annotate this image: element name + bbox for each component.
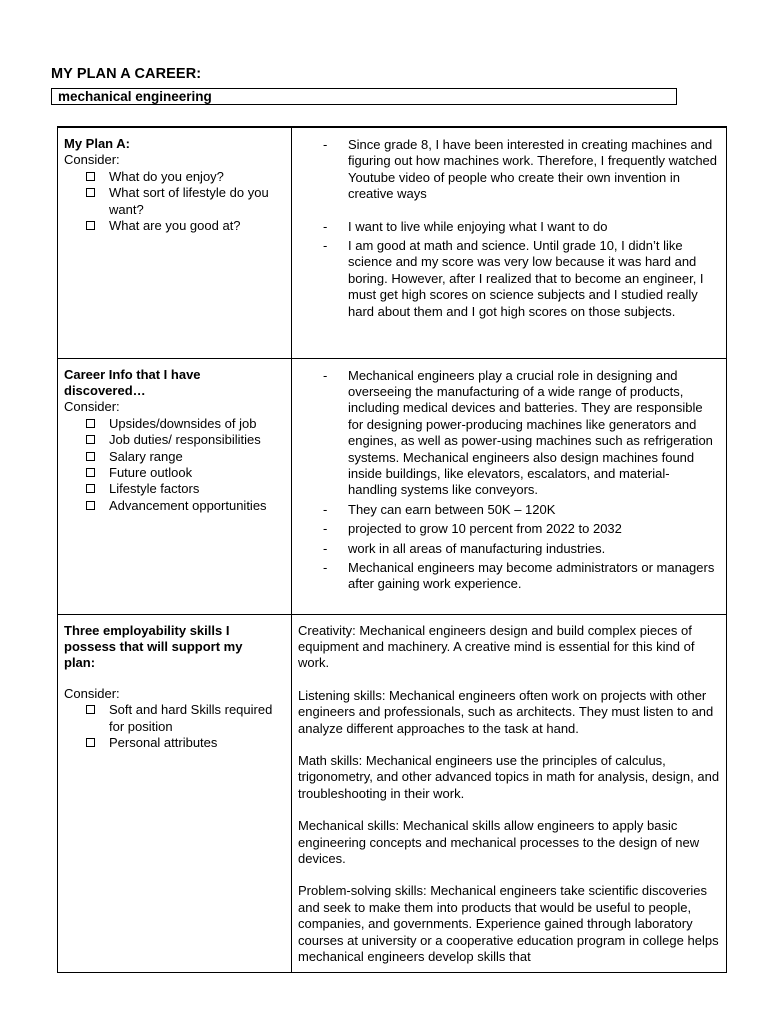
list-item: - They can earn between 50K – 120K	[323, 501, 556, 517]
career-field: mechanical engineering	[51, 88, 677, 105]
skill-paragraph: Problem-solving skills: Mechanical engineers take scientific discoveries and seek to make them into products that would be useful to people, companies, and governments. Experience gained through laboratory courses at university or a cooperative education program in college helps mechanical engineers develop skills that	[298, 883, 719, 964]
list-item: - I am good at math and science. Until grade 10, I didn’t like science and my score was very low because it was hard and boring. However, after I realized that to become an engineer, I must get high scores on science subjects and I studied really hard about them and I got high scores on those subjects.	[323, 238, 704, 319]
skills-answer-cell	[292, 614, 727, 972]
plan-table	[57, 126, 727, 973]
list-item: - I want to live while enjoying what I want to do	[323, 218, 608, 234]
skills-consider: Consider:	[64, 685, 120, 701]
checkbox-empty-icon	[86, 705, 95, 714]
table-row-career-info	[58, 358, 727, 614]
list-item: Advancement opportunities	[84, 498, 285, 514]
list-item: What do you enjoy?	[84, 169, 285, 185]
checkbox-empty-icon	[86, 738, 95, 747]
list-item: Salary range	[84, 449, 285, 465]
checkbox-empty-icon	[86, 221, 95, 230]
career-info-checklist	[64, 416, 285, 514]
list-item: - projected to grow 10 percent from 2022 to 2032	[323, 521, 622, 537]
list-item: Soft and hard Skills required for position	[84, 702, 285, 735]
career-info-answers	[298, 368, 718, 593]
list-item: Lifestyle factors	[84, 481, 285, 497]
checkbox-empty-icon	[86, 435, 95, 444]
skills-heading: Three employability skills I possess that will support my plan:	[64, 622, 243, 671]
plan-a-checklist	[64, 169, 285, 235]
plan-a-prompt-cell	[58, 127, 292, 358]
checkbox-empty-icon	[86, 484, 95, 493]
career-info-heading: Career Info that I have discovered…	[64, 366, 201, 398]
list-item: Upsides/downsides of job	[84, 416, 285, 432]
list-item: - Since grade 8, I have been interested in creating machines and figuring out how machines work. Therefore, I frequently watched Youtube video of people who create their own invention in creative ways	[323, 137, 718, 202]
plan-a-consider: Consider:	[64, 152, 120, 168]
checkbox-empty-icon	[86, 501, 95, 510]
skill-paragraph: Math skills: Mechanical engineers use the principles of calculus, trigonometry, and other advanced topics in math for analysis, design, and troubleshooting in their work.	[298, 752, 720, 801]
skills-prompt-cell	[58, 614, 292, 972]
table-row-plan-a	[58, 127, 727, 358]
table-row-skills	[58, 614, 727, 972]
list-item: - Mechanical engineers play a crucial role in designing and overseeing the manufacturing of a wide range of products, including medical devices and batteries. They are responsible for designing power-producing machines like generators and engines, as well as power-using machines such as refrigeration systems. Mechanical engineers also design machines found inside buildings, like elevators, escalators, and material-handling systems like conveyors.	[323, 367, 713, 498]
career-info-consider: Consider:	[64, 399, 120, 415]
plan-a-heading: My Plan A:	[64, 136, 130, 151]
skill-paragraph: Mechanical skills: Mechanical skills allow engineers to apply basic engineering concepts and mechanical processes to the design of new devices.	[298, 818, 700, 866]
list-item: Future outlook	[84, 465, 285, 481]
list-item: Personal attributes	[84, 735, 285, 751]
list-item: - work in all areas of manufacturing industries.	[323, 540, 606, 556]
list-item: What sort of lifestyle do you want?	[84, 185, 285, 218]
skill-paragraph: Creativity: Mechanical engineers design and build complex pieces of equipment and machinery. A creative mind is essential for this kind of work.	[298, 622, 695, 671]
plan-a-answers	[298, 137, 718, 320]
list-item: - Mechanical engineers may become administrators or managers after gaining work experience.	[323, 559, 715, 592]
career-info-answer-cell	[292, 358, 727, 614]
checkbox-empty-icon	[86, 188, 95, 197]
checkbox-empty-icon	[86, 172, 95, 181]
checkbox-empty-icon	[86, 419, 95, 428]
plan-a-answer-cell	[292, 127, 727, 358]
checkbox-empty-icon	[86, 468, 95, 477]
list-item: Job duties/ responsibilities	[84, 432, 285, 448]
page-title: MY PLAN A CAREER:	[51, 66, 202, 82]
skills-checklist	[64, 702, 285, 751]
career-info-prompt-cell	[58, 358, 292, 614]
skill-paragraph: Listening skills: Mechanical engineers often work on projects with other engineers and professionals, such as architects. They must listen to and analyze different approaches to the task at hand.	[298, 687, 714, 736]
list-item: What are you good at?	[84, 218, 285, 234]
checkbox-empty-icon	[86, 452, 95, 461]
